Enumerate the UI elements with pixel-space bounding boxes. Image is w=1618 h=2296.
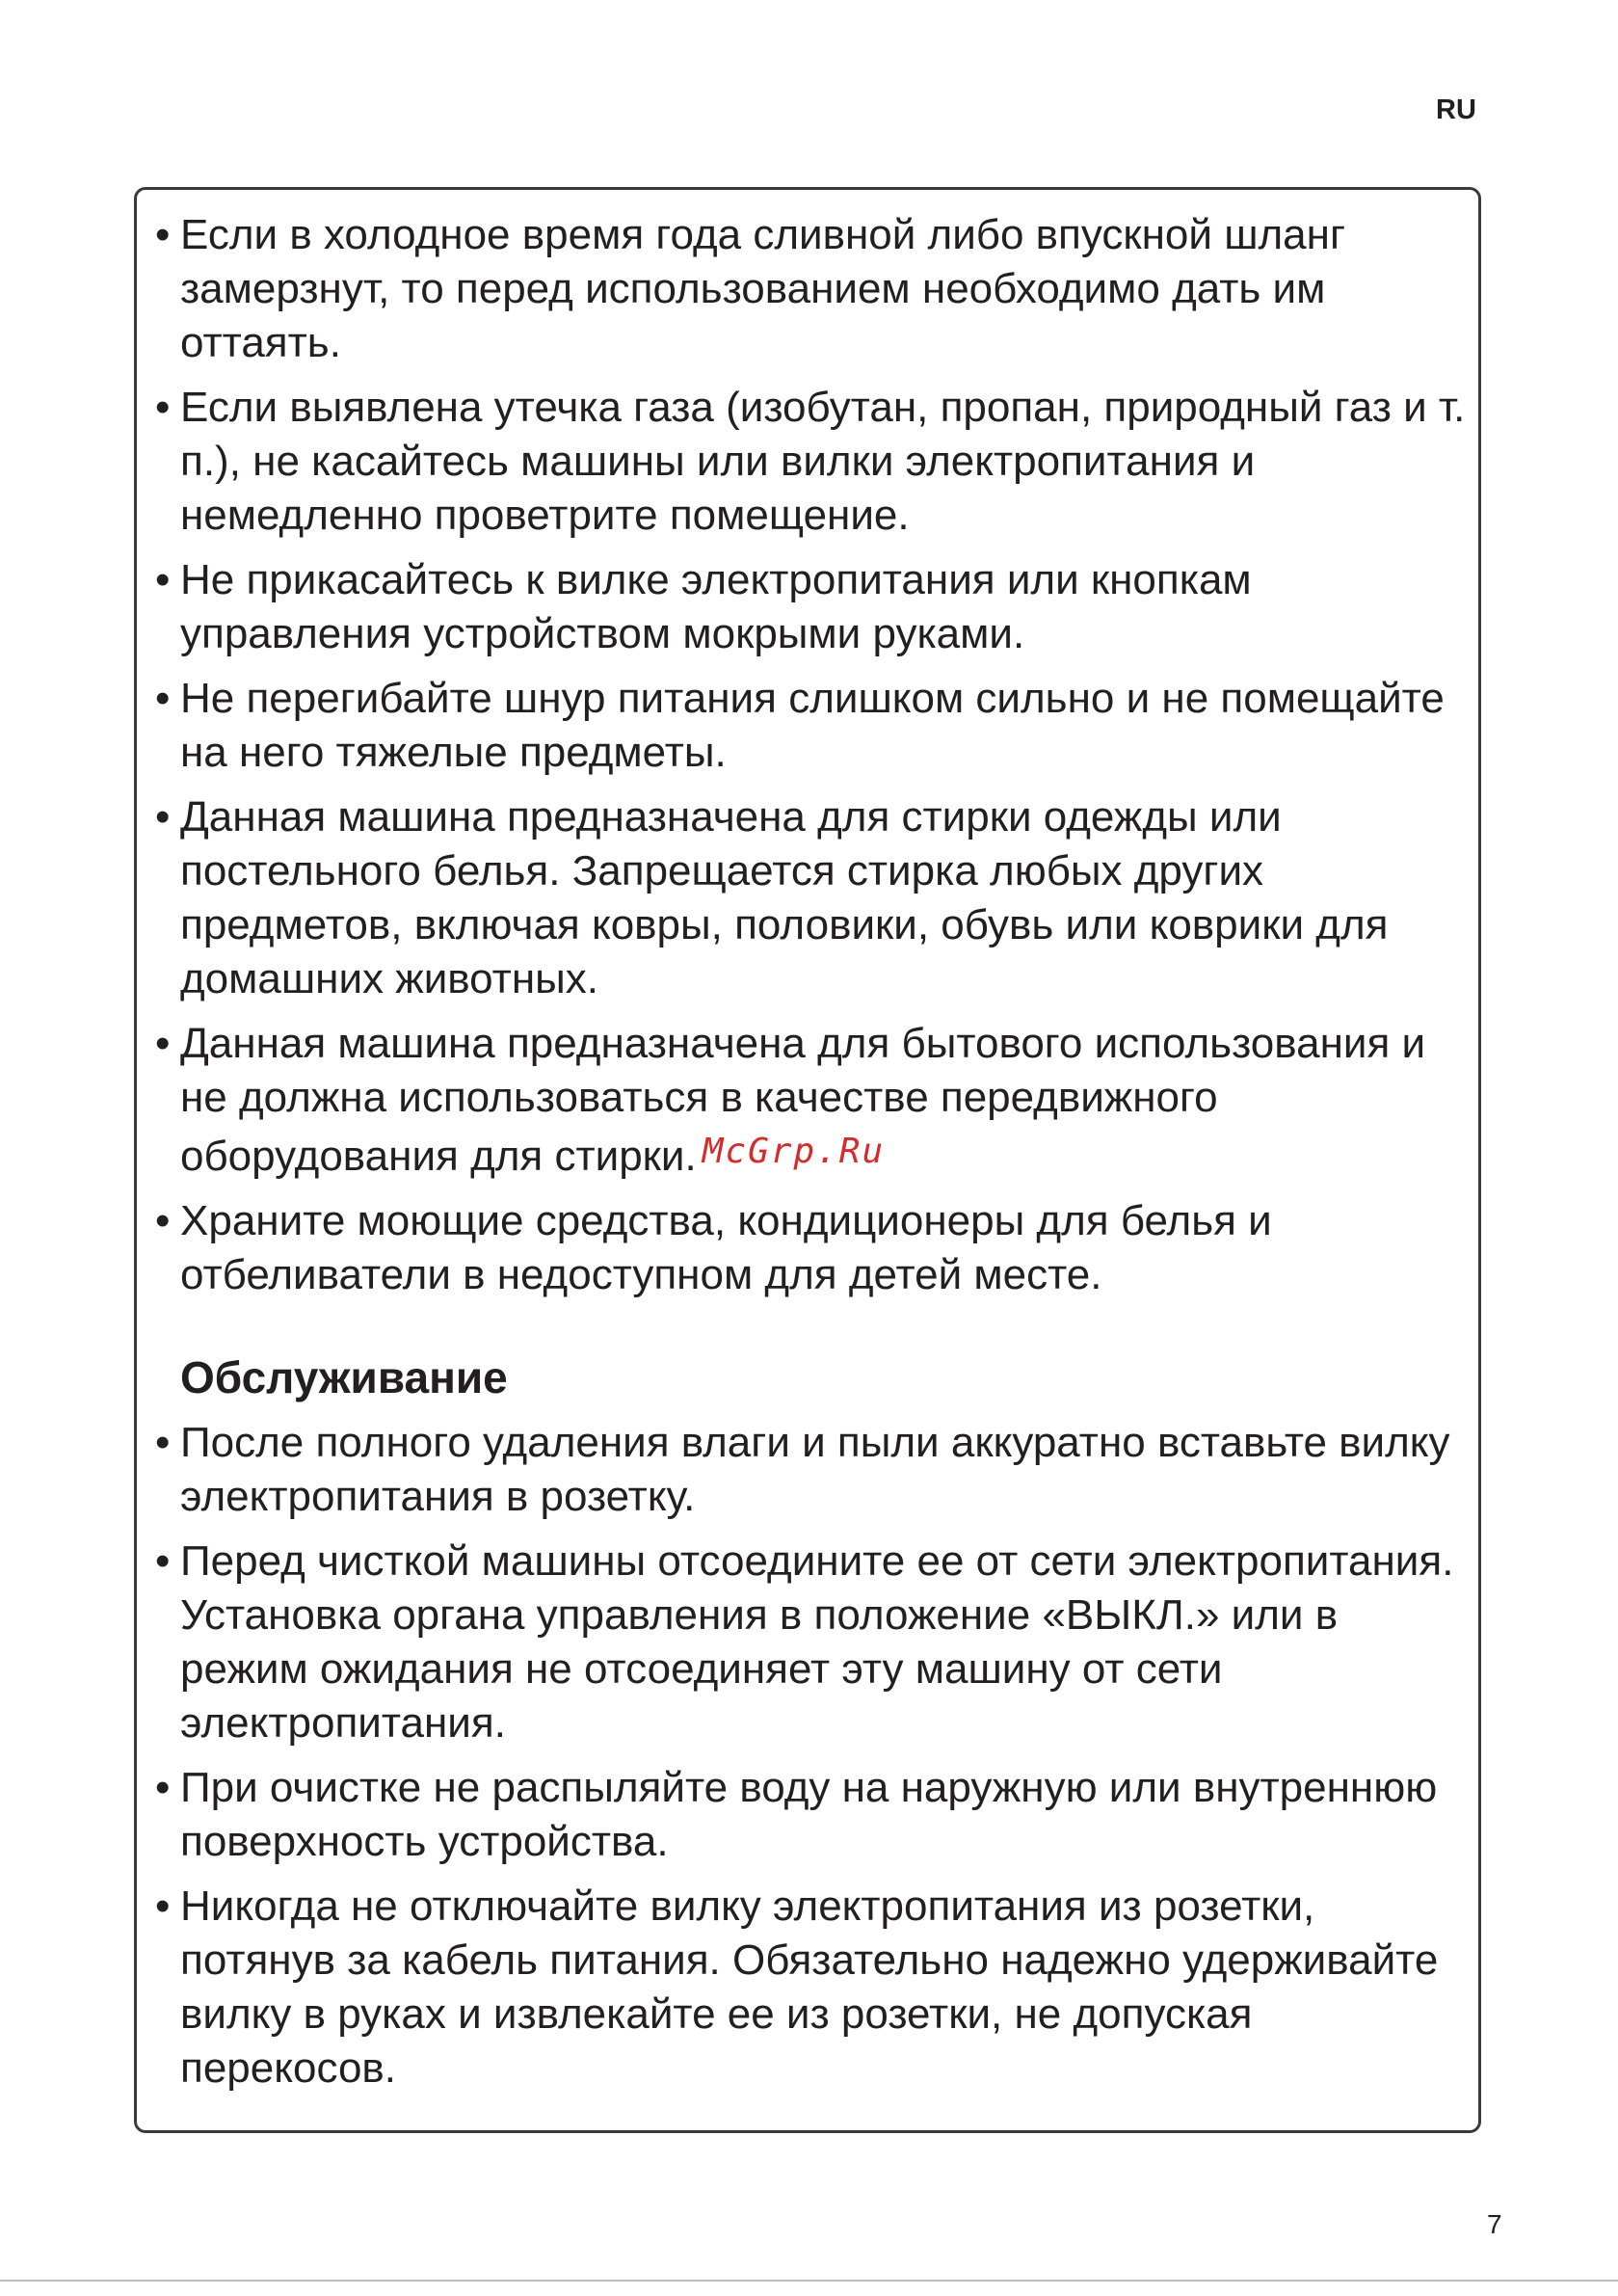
list-item xyxy=(155,208,1466,370)
bullet-icon: • xyxy=(155,1537,171,1585)
bullet-icon: • xyxy=(155,793,171,841)
list-item-text: Не прикасайтесь к вилке электропитания или кнопкам управления устройством мокрыми руками. xyxy=(180,556,1252,657)
list-item-text: Храните моющие средства, кондиционеры для белья и отбеливатели в недоступном для детей месте. xyxy=(180,1197,1272,1298)
bullet-icon: • xyxy=(155,1197,171,1244)
list-item xyxy=(155,1535,1466,1750)
bullet-icon: • xyxy=(155,556,171,603)
list-item-text: Данная машина предназначена для стирки одежды или постельного белья. Запрещается стирка любых других предметов, включая ковры, половики, обувь или коврики для домашних животных. xyxy=(180,793,1389,1002)
list-item xyxy=(155,1880,1466,2096)
bullet-icon: • xyxy=(155,675,171,722)
maintenance-list xyxy=(155,1416,1466,2096)
language-code: RU xyxy=(1436,94,1476,125)
bullet-icon: • xyxy=(155,1419,171,1466)
list-item-text: При очистке не распыляйте воду на наружную или внутреннюю поверхность устройства. xyxy=(180,1764,1438,1865)
list-item xyxy=(155,381,1466,543)
bullet-icon: • xyxy=(155,211,171,258)
list-item xyxy=(155,790,1466,1006)
bullet-icon: • xyxy=(155,384,171,431)
bullet-icon: • xyxy=(155,1764,171,1811)
list-item-text: Не перегибайте шнур питания слишком сильно и не помещайте на него тяжелые предметы. xyxy=(180,675,1445,776)
list-item-text: Никогда не отключайте вилку электропитания из розетки, потянув за кабель питания. Обязательно надежно удерживайте вилку в руках и извлекайте ее из розетки, не допуская перекосов. xyxy=(180,1882,1439,2092)
watermark-text: McGrp.Ru xyxy=(702,1132,886,1171)
list-item xyxy=(155,1761,1466,1869)
list-item-text: Данная машина предназначена для бытового использования и не должна использоваться в качестве передвижного оборудования для стирки. xyxy=(180,1020,1426,1180)
bottom-divider xyxy=(0,2280,1618,2282)
list-item xyxy=(155,1416,1466,1524)
list-item-text: Если в холодное время года сливной либо впускной шланг замерзнут, то перед использованием необходимо дать им оттаять. xyxy=(180,211,1345,366)
bullet-icon: • xyxy=(155,1020,171,1067)
precautions-list xyxy=(155,208,1466,1302)
list-item-text: Если выявлена утечка газа (изобутан, пропан, природный газ и т. п.), не касайтесь машины или вилки электропитания и немедленно проветрите помещение. xyxy=(180,384,1466,539)
bullet-icon: • xyxy=(155,1882,171,1930)
list-item xyxy=(155,1017,1466,1184)
content-body xyxy=(155,208,1466,2106)
list-item xyxy=(155,553,1466,661)
list-item-text: После полного удаления влаги и пыли аккуратно вставьте вилку электропитания в розетку. xyxy=(180,1419,1450,1520)
list-item xyxy=(155,1194,1466,1302)
page-number: 7 xyxy=(1487,2209,1502,2239)
list-item-text: Перед чисткой машины отсоедините ее от сети электропитания. Установка органа управления в положение «ВЫКЛ.» или в режим ожидания не отсоединяет эту машину от сети электропитания. xyxy=(180,1537,1454,1747)
section-heading: Обслуживание xyxy=(180,1352,508,1402)
list-item xyxy=(155,672,1466,780)
